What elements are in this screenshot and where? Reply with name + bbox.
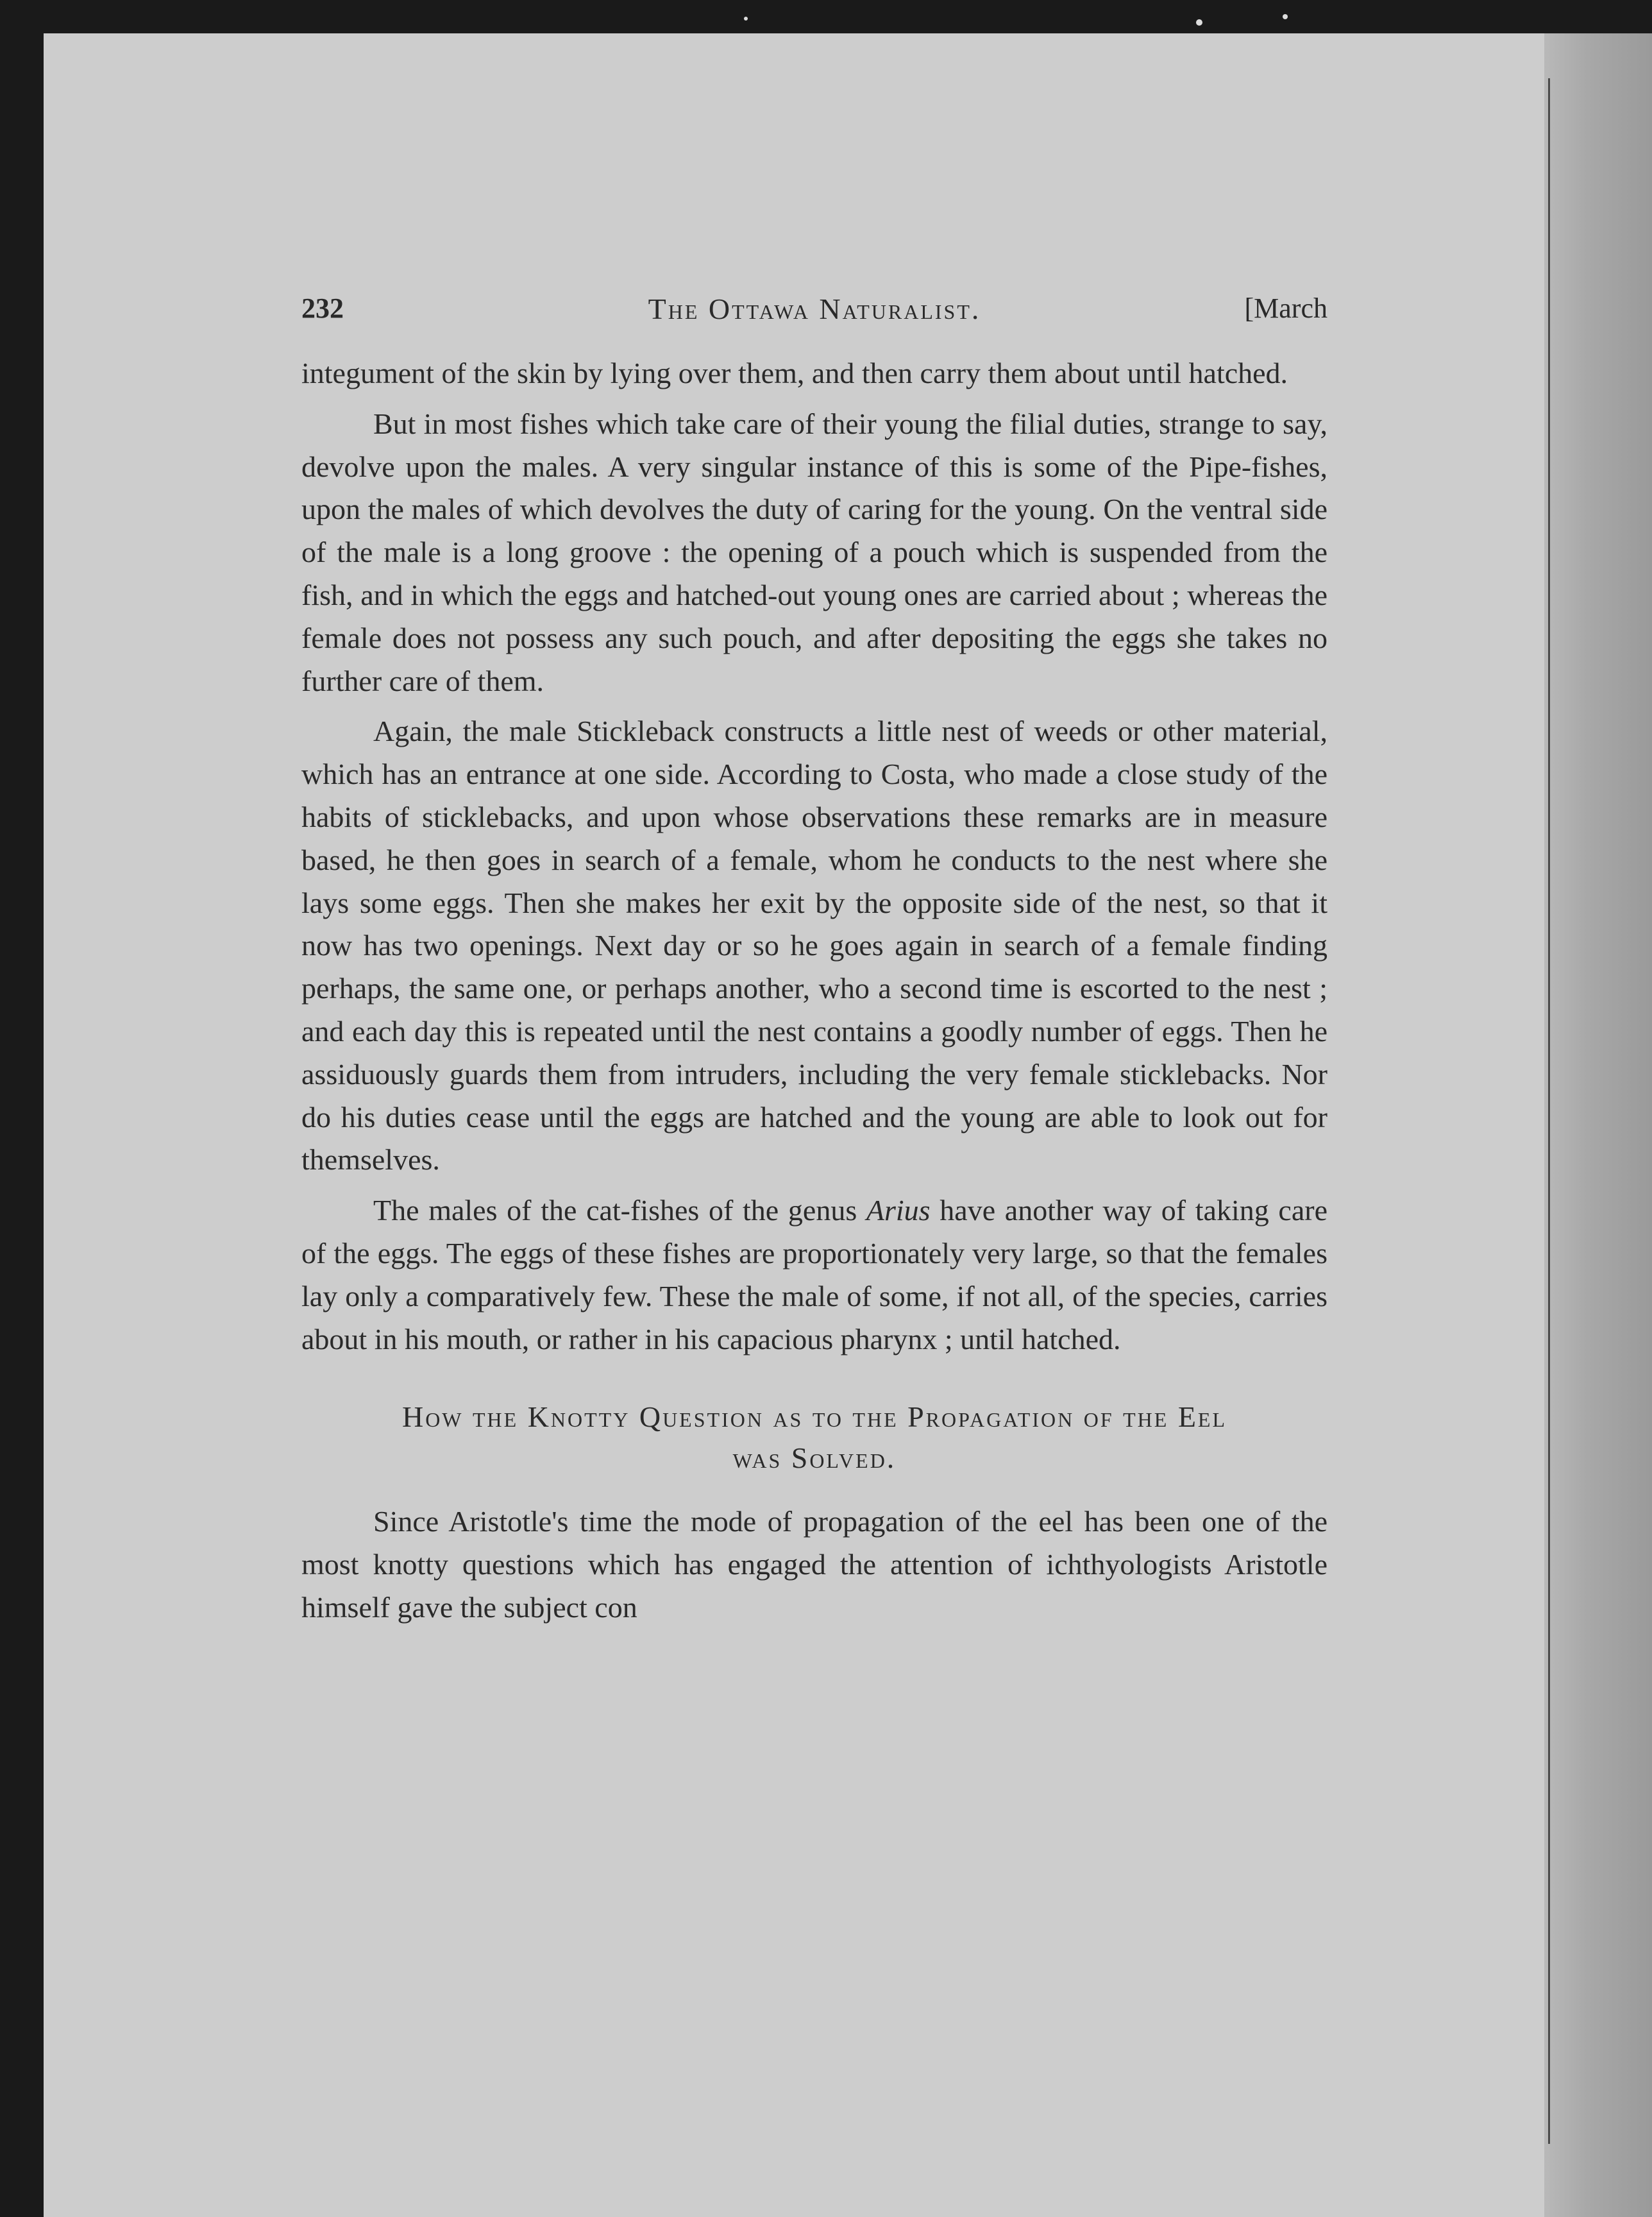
issue-month: [March <box>1244 293 1328 324</box>
spine-edge-line <box>1548 78 1550 2144</box>
section-heading-line: was Solved. <box>732 1441 897 1475</box>
paragraph-pipe-fishes: But in most fishes which take care of their young the filial duties, strange to say, devolve upon the males. A very singular instance of this is some of the Pipe-fishes, upon the males of which devolves the duty of caring for the young. On the ventral side of the male is a long groove : the opening of a pouch which is suspended from the fish, and in which the eggs and hatched-out young ones are carried about ; whereas the female does not possess any such pouch, and after depositing the eggs she takes no further care of them. <box>301 407 1328 697</box>
paragraph-continued: integument of the skin by lying over them, and then carry them about until hatched. <box>301 357 1288 389</box>
paragraph-text: The males of the cat-fishes of the genus <box>373 1194 857 1227</box>
paragraph-eel: Since Aristotle's time the mode of propagation of the eel has been one of the most knotty questions which has engaged the attention of ichthyologists Aristotle himself gave the subject con <box>301 1505 1328 1624</box>
page-number: 232 <box>301 293 344 324</box>
journal-title: The Ottawa Naturalist. <box>648 293 981 325</box>
section-heading-line: How the Knotty Question as to the Propagation of the Eel <box>401 1400 1227 1434</box>
text-column <box>301 292 1328 1629</box>
running-head <box>301 292 1328 330</box>
paragraph-stickleback: Again, the male Stickleback constructs a little nest of weeds or other material, which has an entrance at one side. According to Costa, who made a close study of the habits of sticklebacks, and upon whose observations these remarks are in measure based, he then goes in search of a female, whom he conducts to the nest where she lays some eggs. Then she makes her exit by the opposite side of the nest, so that it now has two openings. Next day or so he goes again in search of a female finding perhaps, the same one, or perhaps another, who a second time is escorted to the nest ; and each day this is repeated until the nest contains a goodly number of eggs. Then he assiduously guards them from intruders, including the very female sticklebacks. Nor do his duties cease until the eggs are hatched and the young are able to look out for themselves. <box>301 715 1328 1176</box>
dust-speck <box>744 17 748 21</box>
dust-speck <box>1196 19 1202 26</box>
paragraph-text: have another way of taking care of the eggs. The eggs of these fishes are proportionately very large, so that the females lay only a comparatively few. These the male of some, if not all, of the species, carries about in his mouth, or rather in his capacious pharynx ; until hatched. <box>301 1194 1328 1355</box>
book-spine <box>1544 33 1652 2217</box>
paragraph-cat-fishes <box>301 1189 1328 1361</box>
dust-speck <box>1283 14 1288 19</box>
genus-name: Arius <box>866 1194 931 1227</box>
section-heading <box>301 1397 1328 1479</box>
